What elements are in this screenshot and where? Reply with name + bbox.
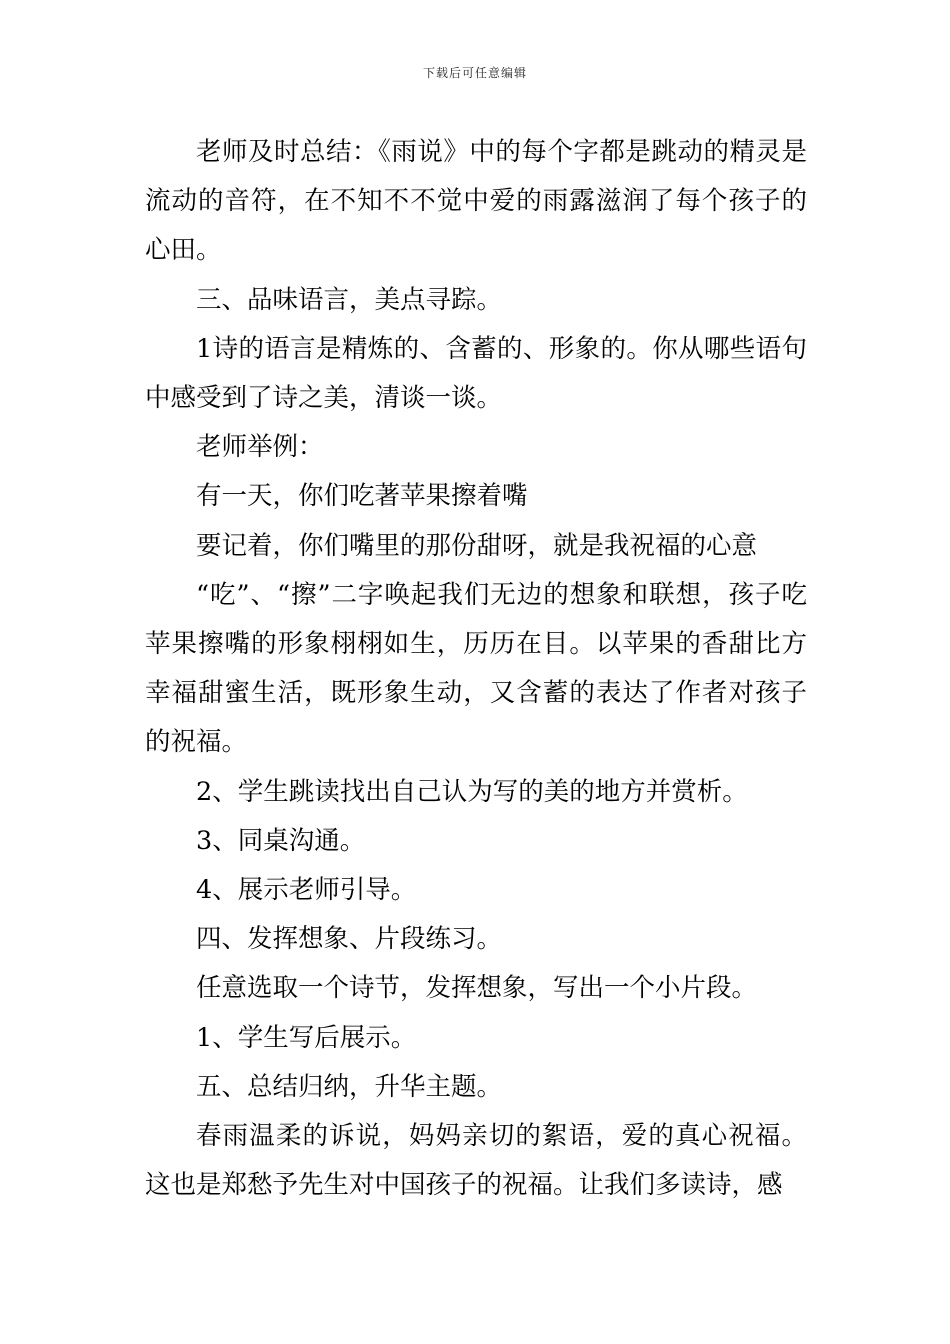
list-item: 3、同桌沟通。 bbox=[196, 825, 366, 856]
poem-line: 要记着，你们嘴里的那份甜呀，就是我祝福的心意 bbox=[196, 530, 758, 561]
list-item: 4、展示老师引导。 bbox=[196, 875, 417, 906]
poem-line: 有一天，你们吃著苹果擦着嘴 bbox=[196, 481, 528, 512]
list-item: 1、学生写后展示。 bbox=[196, 1022, 417, 1053]
section-heading: 五、总结归纳，升华主题。 bbox=[196, 1071, 503, 1102]
section-heading: 四、发挥想象、片段练习。 bbox=[196, 924, 503, 955]
paragraph: 老师举例： bbox=[196, 432, 324, 463]
paragraph: “吃”、“擦”二字唤起我们无边的想象和联想，孩子吃苹果擦嘴的形象栩栩如生，历历在目。以苹果的香甜比方幸福甜蜜生活，既形象生动，又含蓄的表达了作者对孩子的祝福。 bbox=[145, 579, 807, 758]
section-heading: 三、品味语言，美点寻踪。 bbox=[196, 284, 503, 315]
header-note: 下载后可任意编辑 bbox=[422, 66, 527, 80]
document-body bbox=[145, 128, 807, 1210]
paragraph: 任意选取一个诗节，发挥想象，写出一个小片段。 bbox=[196, 973, 758, 1004]
list-item: 2、学生跳读找出自己认为写的美的地方并赏析。 bbox=[196, 776, 748, 807]
paragraph: 1诗的语言是精炼的、含蓄的、形象的。你从哪些语句中感受到了诗之美，清谈一谈。 bbox=[145, 333, 807, 414]
paragraph: 春雨温柔的诉说，妈妈亲切的絮语，爱的真心祝福。这也是郑愁予先生对中国孩子的祝福。让我们多读诗，感 bbox=[145, 1121, 807, 1201]
paragraph: 老师及时总结：《雨说》中的每个字都是跳动的精灵是流动的音符，在不知不不觉中爱的雨露滋润了每个孩子的心田。 bbox=[145, 137, 807, 266]
